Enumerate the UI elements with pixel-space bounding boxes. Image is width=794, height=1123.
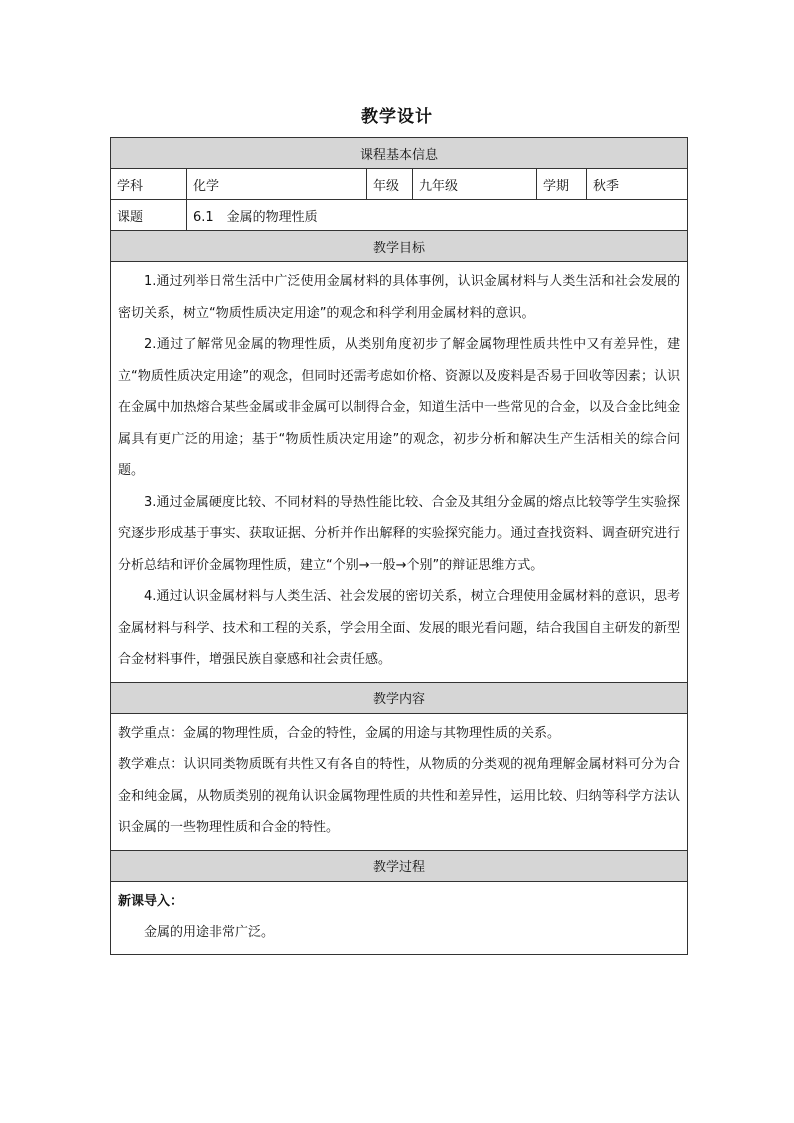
process-body	[111, 881, 688, 955]
objective-item: 2.通过了解常见金属的物理性质，从类别角度初步了解金属物理性质共性中又有差异性，建立“物质性质决定用途”的观念，但同时还需考虑如价格、资源以及废料是否易于回收等因素；认识在金属中加热熔合某些金属或非金属可以制得合金，知道生活中一些常见的合金，以及合金比纯金属具有更广泛的用途；基于“物质性质决定用途”的观念，初步分析和解决生产生活相关的综合问题。	[118, 337, 681, 478]
term-value: 秋季	[587, 169, 688, 200]
topic-label: 课题	[111, 200, 187, 231]
document-title: 教学设计	[361, 107, 433, 127]
difficulties-text: 教学难点：认识同类物质既有共性又有各自的特性，从物质的分类观的视角理解金属材料可分为合金和纯金属，从物质类别的视角认识金属物理性质的共性和差异性，运用比较、归纳等科学方法认识金属的一些物理性质和合金的特性。	[118, 757, 681, 835]
content-body	[111, 713, 688, 850]
subject-value: 化学	[187, 169, 367, 200]
basic-info-heading: 课程基本信息	[111, 138, 688, 169]
term-label: 学期	[537, 169, 587, 200]
objectives-heading: 教学目标	[111, 231, 688, 262]
lesson-plan-table	[110, 137, 688, 955]
grade-value: 九年级	[413, 169, 537, 200]
intro-label: 新课导入：	[118, 893, 184, 909]
process-heading: 教学过程	[111, 850, 688, 881]
intro-text: 金属的用途非常广泛。	[144, 924, 275, 940]
content-heading: 教学内容	[111, 682, 688, 713]
key-points-text: 教学重点：金属的物理性质，合金的特性，金属的用途与其物理性质的关系。	[118, 725, 561, 741]
topic-value: 6.1 金属的物理性质	[187, 200, 688, 231]
objective-item: 1.通过列举日常生活中广泛使用金属材料的具体事例，认识金属材料与人类生活和社会发展的密切关系，树立“物质性质决定用途”的观念和科学利用金属材料的意识。	[118, 274, 681, 321]
objective-item: 4.通过认识金属材料与人类生活、社会发展的密切关系，树立合理使用金属材料的意识，思考金属材料与科学、技术和工程的关系，学会用全面、发展的眼光看问题，结合我国自主研发的新型合金材料事件，增强民族自豪感和社会责任感。	[118, 589, 681, 667]
objectives-body	[111, 262, 688, 683]
subject-label: 学科	[111, 169, 187, 200]
objective-item: 3.通过金属硬度比较、不同材料的导热性能比较、合金及其组分金属的熔点比较等学生实验探究逐步形成基于事实、获取证据、分析并作出解释的实验探究能力。通过查找资料、调查研究进行分析总结和评价金属物理性质，建立“个别→一般→个别”的辩证思维方式。	[118, 494, 681, 573]
grade-label: 年级	[367, 169, 413, 200]
